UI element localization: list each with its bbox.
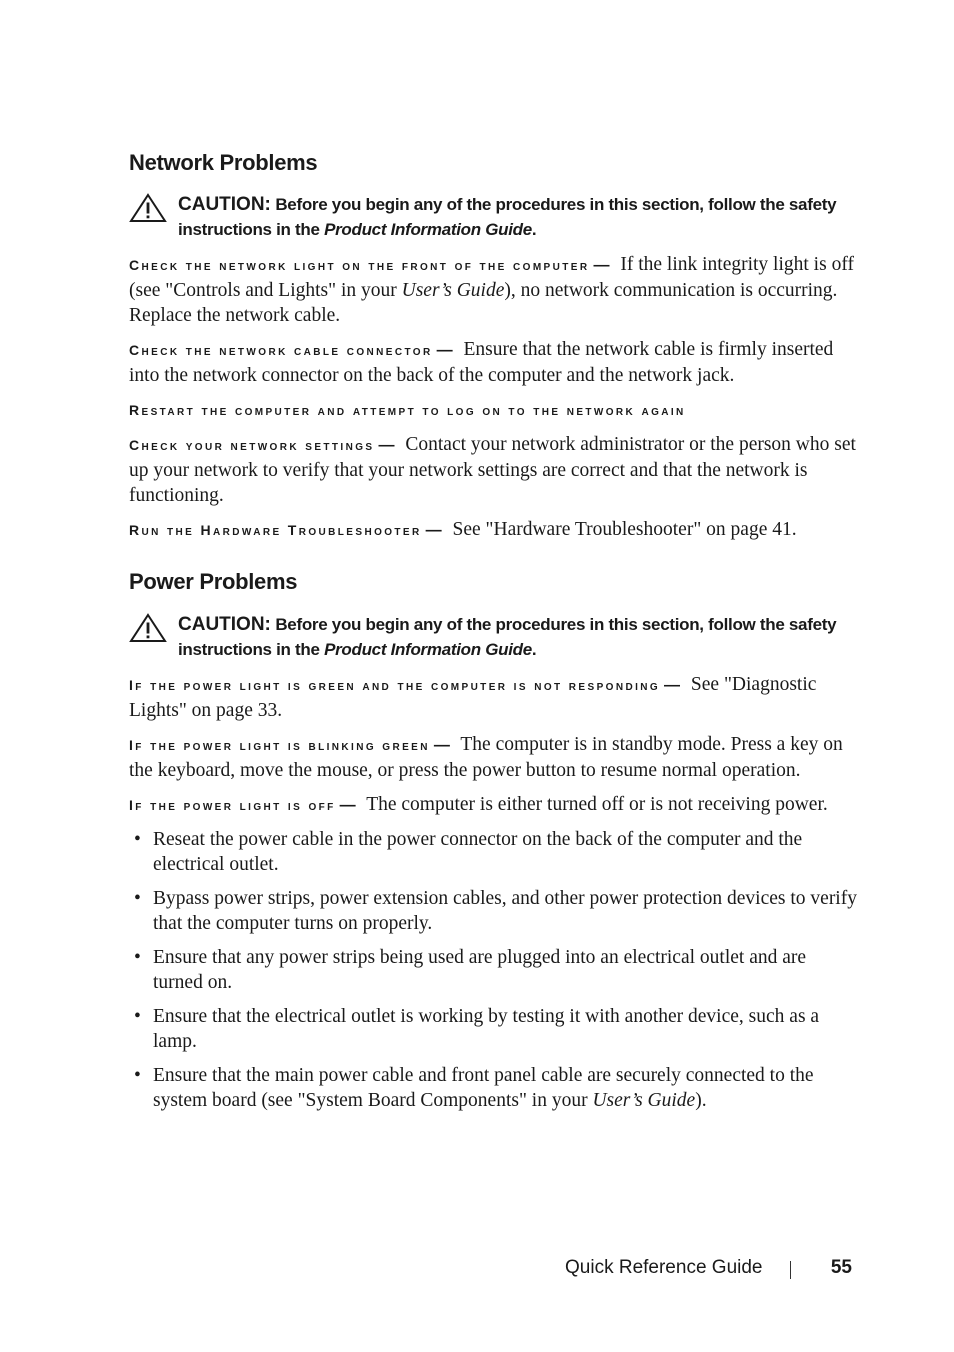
caution-power: CAUTION: Before you begin any of the procedures in this section, follow the safety instructions in the Product Information Guide. xyxy=(129,612,857,662)
caution-text: Before you begin any of the procedures in this section, follow the safety instructions in the xyxy=(178,614,837,659)
caution-guide-title: Product Information Guide xyxy=(324,639,532,659)
warning-triangle-icon xyxy=(129,193,167,228)
caution-label: CAUTION: xyxy=(178,194,271,216)
warning-triangle-icon xyxy=(129,613,167,648)
entry-network-settings: Check your network settings — Contact your network administrator or the person who set up your network to verify that your network settings are correct and that the network is functioning. xyxy=(129,434,856,507)
bullet-mark: • xyxy=(134,828,141,850)
entry-network-light: Check the network light on the front of the computer — If the link integrity light is off (see "Controls and Lights" in your User’s Guide), no network communication is occurring. Replace the network cable. xyxy=(129,254,854,327)
users-guide-title: User’s Guide xyxy=(592,1089,696,1111)
caution-guide-title: Product Information Guide xyxy=(324,220,532,240)
list-item: • Bypass power strips, power extension cables, and other power protection devices to verify that the computer turns on properly. xyxy=(134,887,857,934)
caution-network: CAUTION: Before you begin any of the procedures in this section, follow the safety instructions in the Product Information Guide. xyxy=(129,192,857,242)
caution-label: CAUTION: xyxy=(178,613,271,635)
entry-heading: Check the network cable connector xyxy=(129,342,433,359)
bullet-mark: • xyxy=(134,946,141,968)
list-item: • Ensure that the electrical outlet is working by testing it with another device, such as a lamp. xyxy=(134,1005,820,1052)
users-guide-title: User’s Guide xyxy=(401,280,505,302)
bullet-mark: • xyxy=(134,887,141,909)
page-number: 55 xyxy=(830,1257,852,1278)
entry-heading: If the power light is blinking green xyxy=(129,736,430,753)
footer-title: Quick Reference Guide xyxy=(565,1257,763,1278)
caution-text: Before you begin any of the procedures in this section, follow the safety instructions in the xyxy=(178,195,837,240)
entry-power-off: If the power light is off — The computer is either turned off or is not receiving power. xyxy=(129,793,828,815)
section-title-power: Power Problems xyxy=(129,569,298,595)
entry-restart xyxy=(129,397,857,423)
power-checklist xyxy=(129,827,857,1113)
entry-network-cable: Check the network cable connector — Ensure that the network cable is firmly inserted into the network connector on the back of the computer and the network jack. xyxy=(129,339,834,387)
list-item: • Ensure that the main power cable and front panel cable are securely connected to the system board (see "System Board Components" in your User’s Guide). xyxy=(134,1064,814,1111)
entry-heading: Check the network light on the front of the computer xyxy=(129,257,590,274)
entry-heading: If the power light is green and the computer is not responding xyxy=(129,676,661,693)
list-item: • Ensure that any power strips being used are plugged into an electrical outlet and are turned on. xyxy=(134,946,807,993)
section-title-network: Network Problems xyxy=(129,150,318,175)
entry-power-blinking: If the power light is blinking green — The computer is in standby mode. Press a key on the keyboard, move the mouse, or press the power button to resume normal operation. xyxy=(129,733,843,781)
bullet-mark: • xyxy=(134,1005,141,1027)
entry-hardware-troubleshooter: Run the Hardware Troubleshooter — See "Hardware Troubleshooter" on page 41. xyxy=(129,519,797,541)
entry-power-green: If the power light is green and the computer is not responding — See "Diagnostic Lights" on page 33. xyxy=(129,673,817,721)
footer-divider xyxy=(790,1261,791,1279)
bullet-mark: • xyxy=(134,1064,141,1086)
entry-heading: If the power light is off xyxy=(129,796,336,813)
page-content xyxy=(129,150,857,1122)
entry-heading: Restart the computer and attempt to log on to the network again xyxy=(129,402,686,419)
entry-heading: Check your network settings xyxy=(129,437,375,454)
list-item: • Reseat the power cable in the power connector on the back of the computer and the electrical outlet. xyxy=(134,828,803,875)
entry-heading: Run the Hardware Troubleshooter xyxy=(129,522,422,539)
